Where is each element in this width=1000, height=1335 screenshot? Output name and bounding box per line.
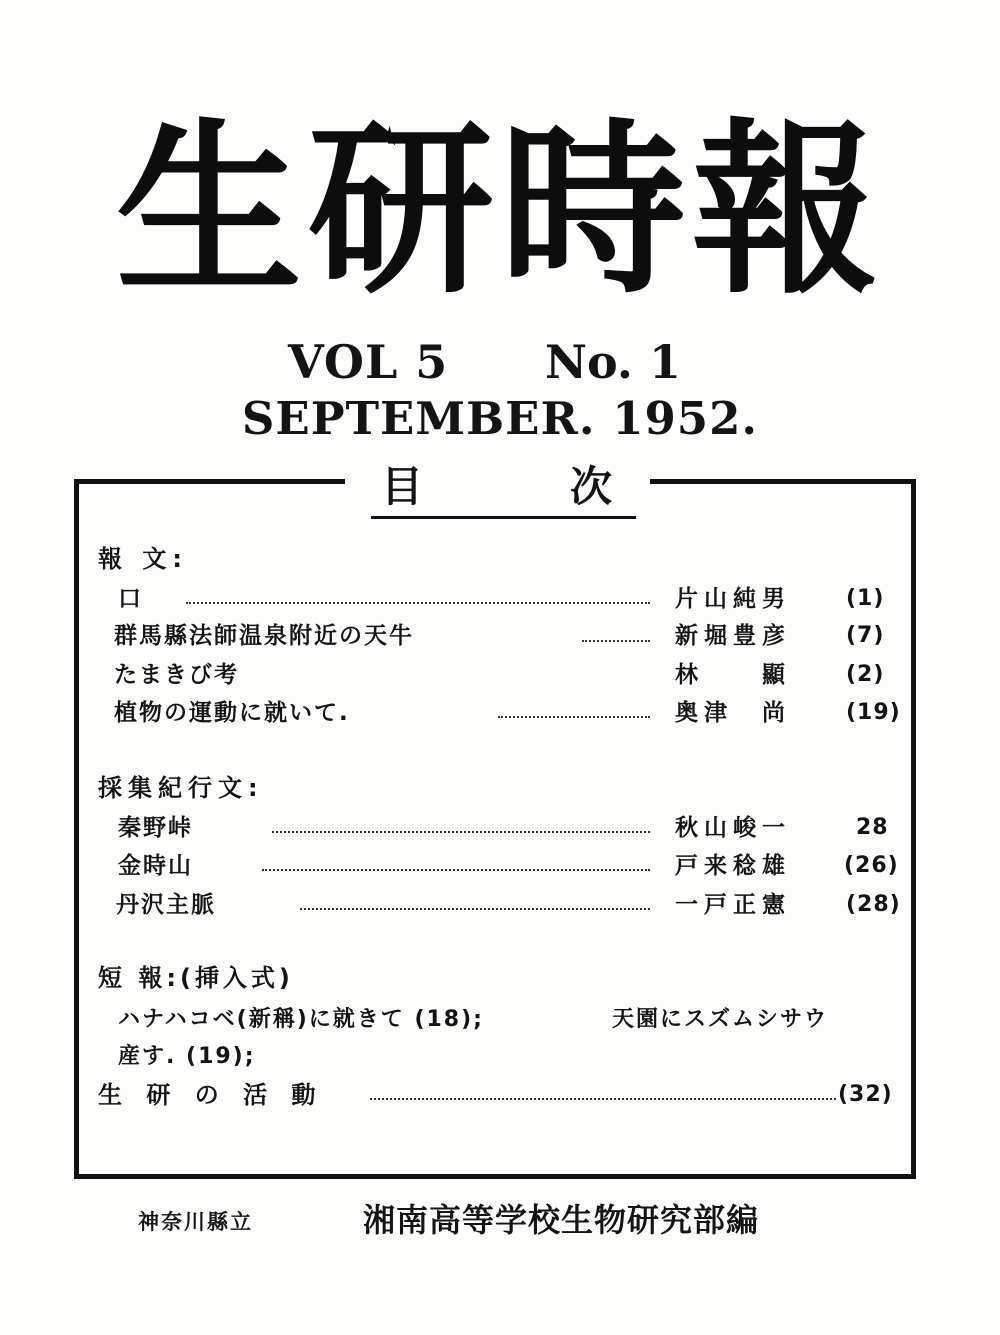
toc-entry-page: (19) [846,700,901,725]
section-label-short: 短 報:(挿入式) [98,964,294,992]
volume-label: VOL 5 [288,335,449,389]
issue-number: No. 1 [545,335,681,389]
toc-entry-page: 28 [856,815,889,840]
toc-entry-author: 奥津 尚 [675,700,791,726]
toc-entry-author: 片山純男 [675,586,791,612]
leader-dots [498,716,650,718]
toc-entry-title: 秦野峠 [118,815,193,841]
issue-date: SEPTEMBER. 1952. [241,392,759,445]
leader-dots [370,1098,836,1100]
section-label-activity: 生 研 の 活 動 [98,1081,324,1109]
toc-entry-title: たまきび考 [114,662,239,688]
toc-entry-page: (28) [846,892,901,917]
short-report-line: 産す. (19); [118,1044,256,1069]
section-label-travel: 採集紀行文: [98,774,264,802]
toc-entry-page: (2) [846,662,885,687]
contents-heading-left: 目 [381,462,424,511]
leader-dots [300,908,650,910]
publisher-name: 湘南高等学校生物研究部編 [363,1201,760,1239]
contents-heading-right: 次 [570,462,613,511]
toc-entry-title: 丹沢主脈 [116,892,216,918]
leader-dots [262,869,650,871]
leader-dots [186,602,650,604]
toc-entry-author: 新堀豊彦 [675,623,791,649]
leader-dots [272,831,650,833]
publisher-prefecture: 神奈川縣立 [138,1210,253,1234]
toc-entry-page: (1) [846,586,885,611]
toc-entry-page: (7) [846,623,885,648]
leader-dots [582,640,650,642]
short-report-line: 天園にスズムシサウ [612,1007,829,1032]
contents-heading [345,458,650,528]
toc-entry-title: 群馬縣法師温泉附近の天牛 [114,623,414,649]
toc-entry-title: 植物の運動に就いて. [114,700,350,726]
toc-entry-page: (26) [844,853,899,878]
section-label-reports: 報 文: [98,545,188,573]
toc-entry-author: 秋山峻一 [675,815,791,841]
short-report-line: ハナハコベ(新稱)に就きて (18); [118,1007,484,1032]
toc-entry-author: 戸来稔雄 [675,853,791,879]
toc-entry-author: 林 顯 [675,662,791,688]
journal-title: 生研時報 [115,100,884,319]
toc-entry-page: (32) [838,1082,893,1107]
toc-entry-author: 一戸正憲 [675,892,791,918]
toc-entry-title: 口 [118,586,143,612]
toc-entry-title: 金時山 [118,853,193,879]
contents-heading-underline [371,516,636,519]
